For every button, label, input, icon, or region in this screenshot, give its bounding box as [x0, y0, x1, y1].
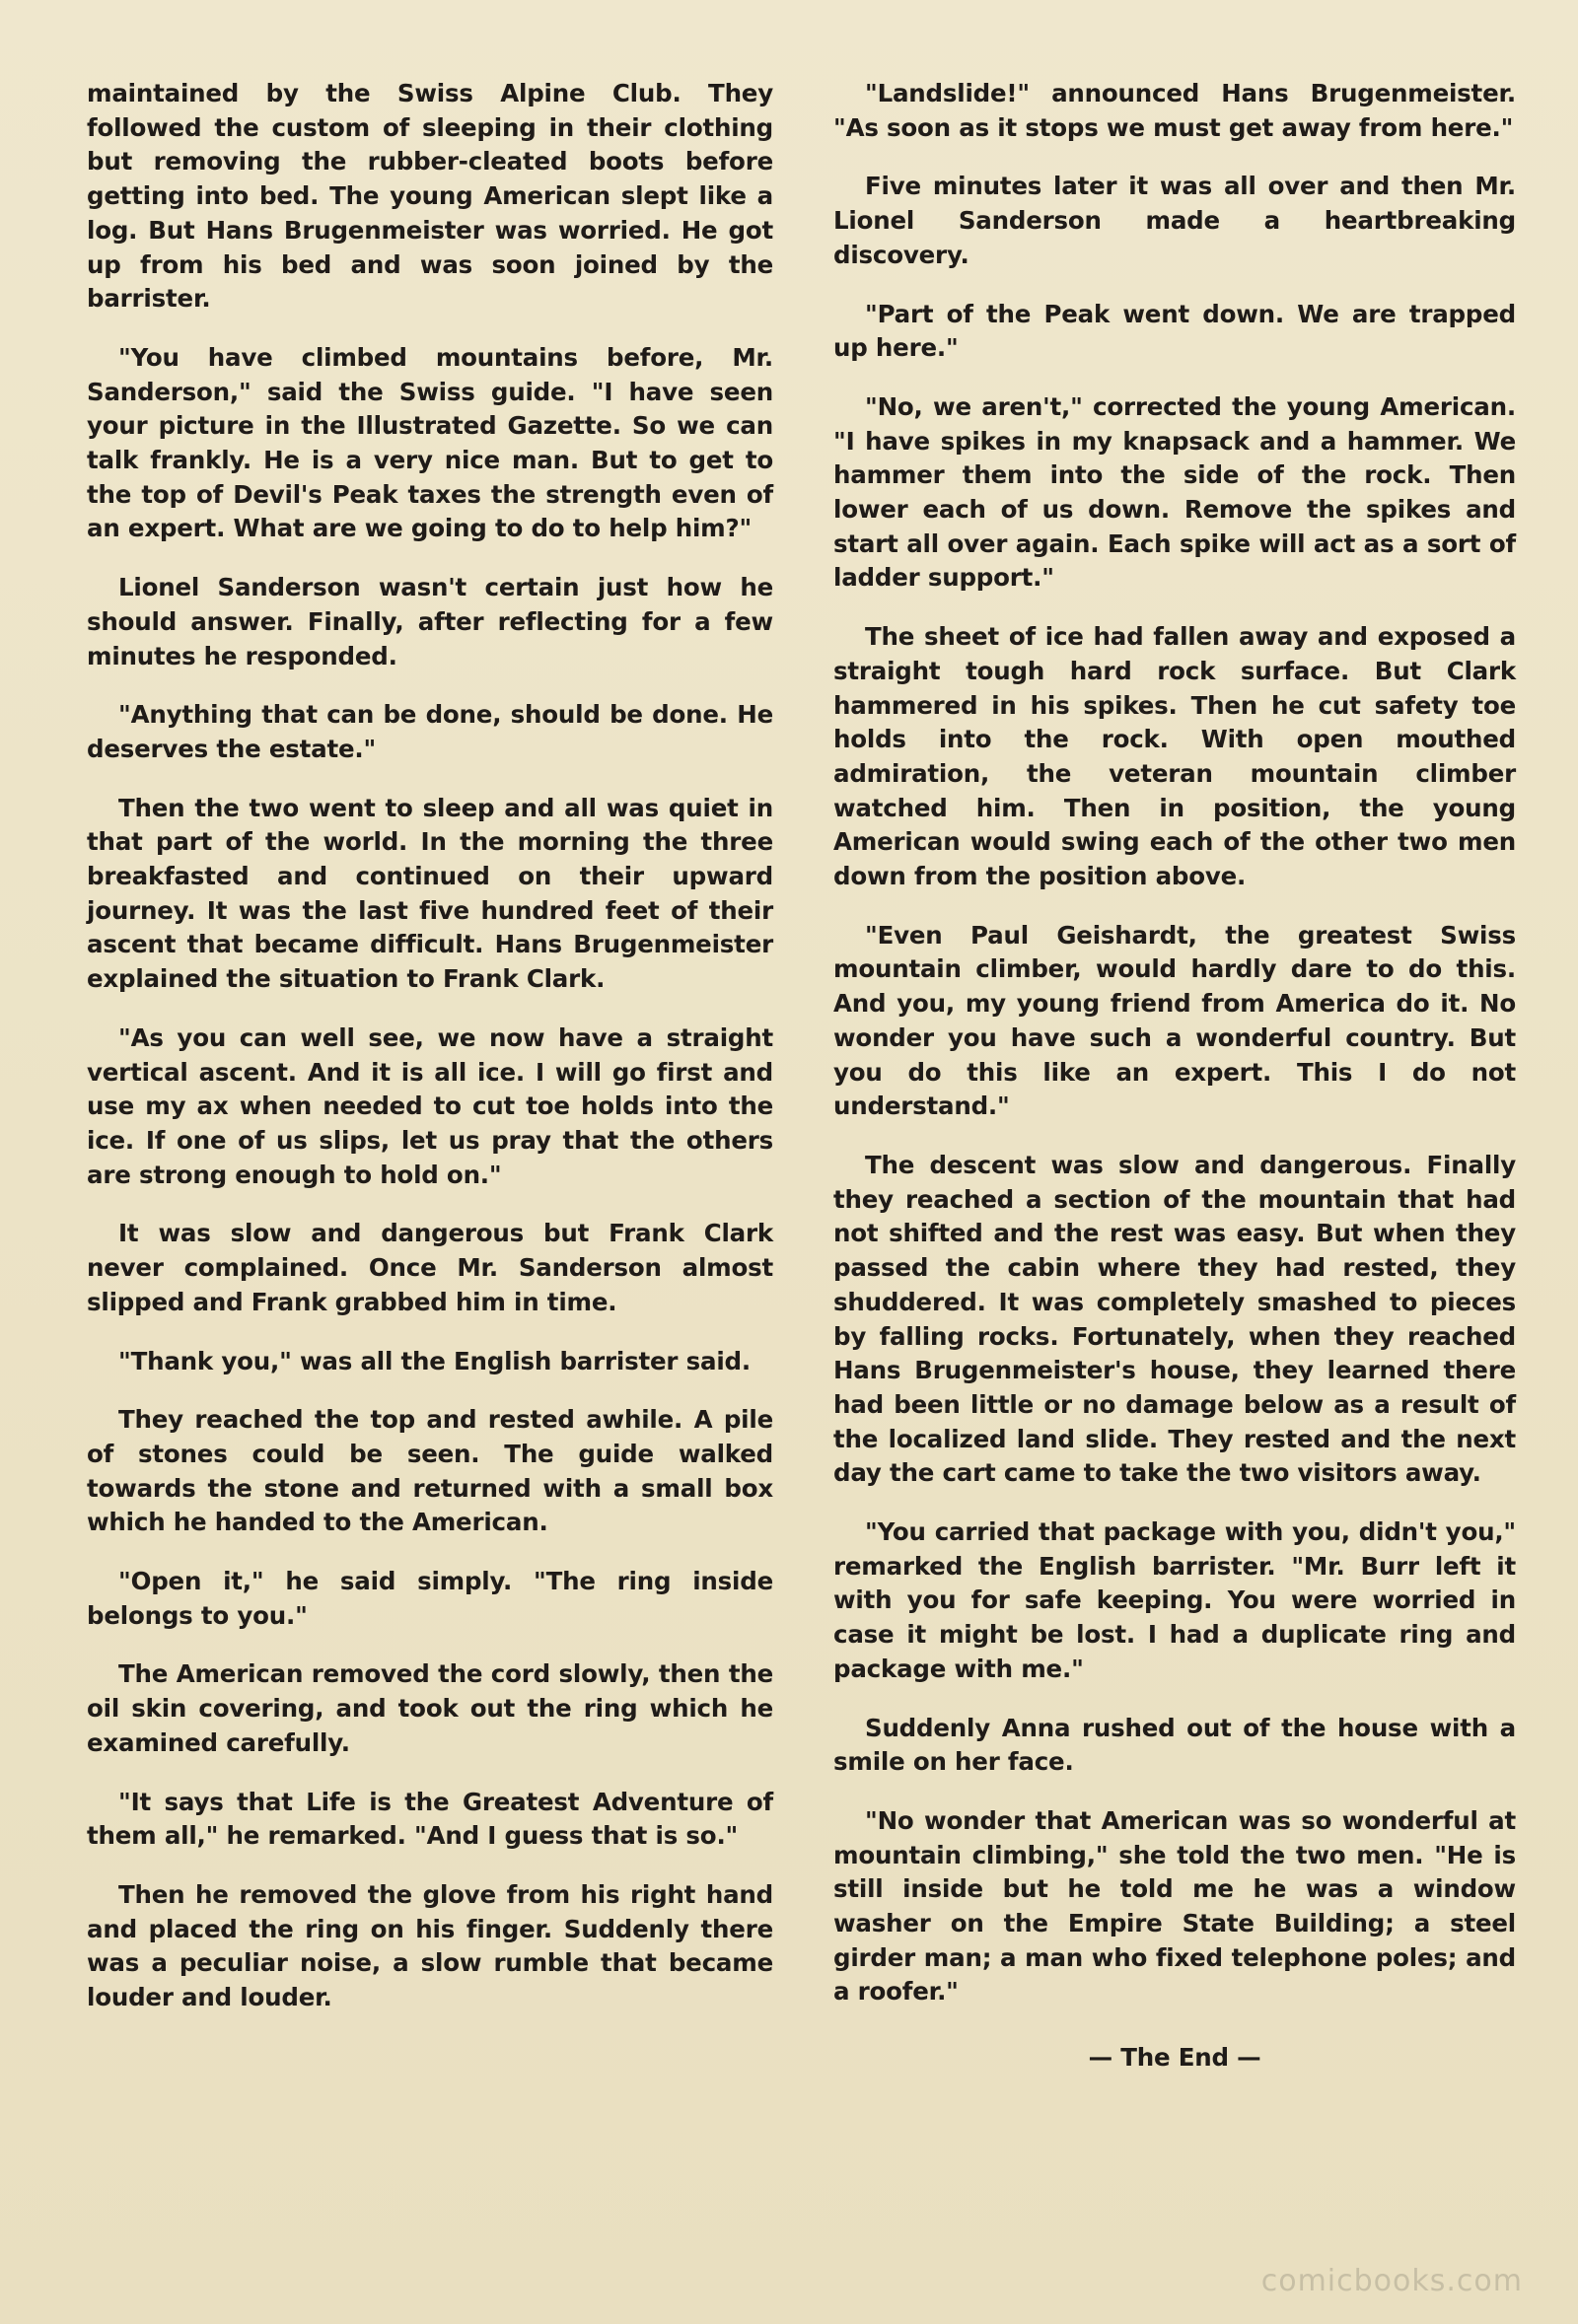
paragraph: "No wonder that American was so wonderful at mountain climbing," she told the two men. "He is still inside but he told me he was a window washer on the Empire State Building; a steel girder man; a man who fixed telephone poles; and a roofer." — [833, 1805, 1516, 2007]
site-watermark: comicbooks.com — [1260, 2264, 1523, 2298]
text-column-left — [87, 77, 773, 2040]
paragraph: "Even Paul Geishardt, the greatest Swiss mountain climber, would hardly dare to do this. And you, my young friend from America do it. No wonder you have such a wonderful country. But you do this like an expert. This I do not understand." — [833, 920, 1516, 1121]
paragraph: It was slow and dangerous but Frank Clark never complained. Once Mr. Sanderson almost slipped and Frank grabbed him in time. — [87, 1219, 773, 1316]
paragraph: "Open it," he said simply. "The ring inside belongs to you." — [87, 1567, 773, 1630]
the-end-marker: — The End — — [1088, 2043, 1261, 2073]
paragraph: Five minutes later it was all over and then Mr. Lionel Sanderson made a heartbreaking discovery. — [833, 172, 1516, 269]
text-column-right — [833, 77, 1516, 2100]
paragraph: "You carried that package with you, didn't you," remarked the English barrister. "Mr. Burr left it with you for safe keeping. You were worried in case it might be lost. I had a duplicate ring and package with me." — [833, 1517, 1516, 1683]
paragraph: "Anything that can be done, should be done. He deserves the estate." — [87, 700, 773, 763]
paragraph: Lionel Sanderson wasn't certain just how he should answer. Finally, after reflecting for a few minutes he responded. — [87, 573, 773, 670]
paragraph: Then the two went to sleep and all was quiet in that part of the world. In the morning the three breakfasted and continued on their upward journey. It was the last five hundred feet of their ascent that became difficult. Hans Brugenmeister explained the situation to Frank Clark. — [87, 793, 773, 994]
paragraph: "No, we aren't," corrected the young American. "I have spikes in my knapsack and a hammer. We hammer them into the side of the rock. Then lower each of us down. Remove the spikes and start all over again. Each spike will act as a sort of ladder support." — [833, 391, 1516, 593]
paragraph: "As you can well see, we now have a straight vertical ascent. And it is all ice. I will go first and use my ax when needed to cut toe holds into the ice. If one of us slips, let us pray that the others are strong enough to hold on." — [87, 1022, 773, 1189]
paragraph: "Thank you," was all the English barrister said. — [118, 1346, 751, 1375]
paragraph: Then he removed the glove from his right hand and placed the ring on his finger. Suddenly there was a peculiar noise, a slow rumble that became louder and louder. — [87, 1879, 773, 2012]
paragraph: "You have climbed mountains before, Mr. Sanderson," said the Swiss guide. "I have seen your picture in the Illustrated Gazette. So we can talk frankly. He is a very nice man. But to get to the top of Devil's Peak taxes the strength even of an expert. What are we going to do to help him?" — [87, 342, 773, 543]
paragraph: The descent was slow and dangerous. Finally they reached a section of the mountain that had not shifted and the rest was easy. But when they passed the cabin where they had rested, they shuddered. It was completely smashed to pieces by falling rocks. Fortunately, when they reached Hans Brugenmeister's house, they learned there had been little or no damage below as a result of the localized land slide. They rested and the next day the cart came to take the two visitors away. — [833, 1150, 1516, 1488]
paragraph: The sheet of ice had fallen away and exposed a straight tough hard rock surface. But Clark hammered in his spikes. Then he cut safety toe holds into the rock. With open mouthed admiration, the veteran mountain climber watched him. Then in position, the young American would swing each of the other two men down from the position above. — [833, 622, 1516, 891]
paragraph: Suddenly Anna rushed out of the house with a smile on her face. — [833, 1713, 1516, 1777]
paragraph: The American removed the cord slowly, then the oil skin covering, and took out the ring which he examined carefully. — [87, 1659, 773, 1757]
paragraph: "Landslide!" announced Hans Brugenmeister. "As soon as it stops we must get away from here." — [833, 79, 1516, 142]
paragraph: maintained by the Swiss Alpine Club. They followed the custom of sleeping in their clothing but removing the rubber-cleated boots before getting into bed. The young American slept like a log. But Hans Brugenmeister was worried. He got up from his bed and was soon joined by the barrister. — [87, 79, 773, 314]
paragraph: "It says that Life is the Greatest Adventure of them all," he remarked. "And I guess that is so." — [87, 1787, 773, 1851]
paragraph: "Part of the Peak went down. We are trapped up here." — [833, 299, 1516, 363]
paragraph: They reached the top and rested awhile. A pile of stones could be seen. The guide walked towards the stone and returned with a small box which he handed to the American. — [87, 1405, 773, 1537]
